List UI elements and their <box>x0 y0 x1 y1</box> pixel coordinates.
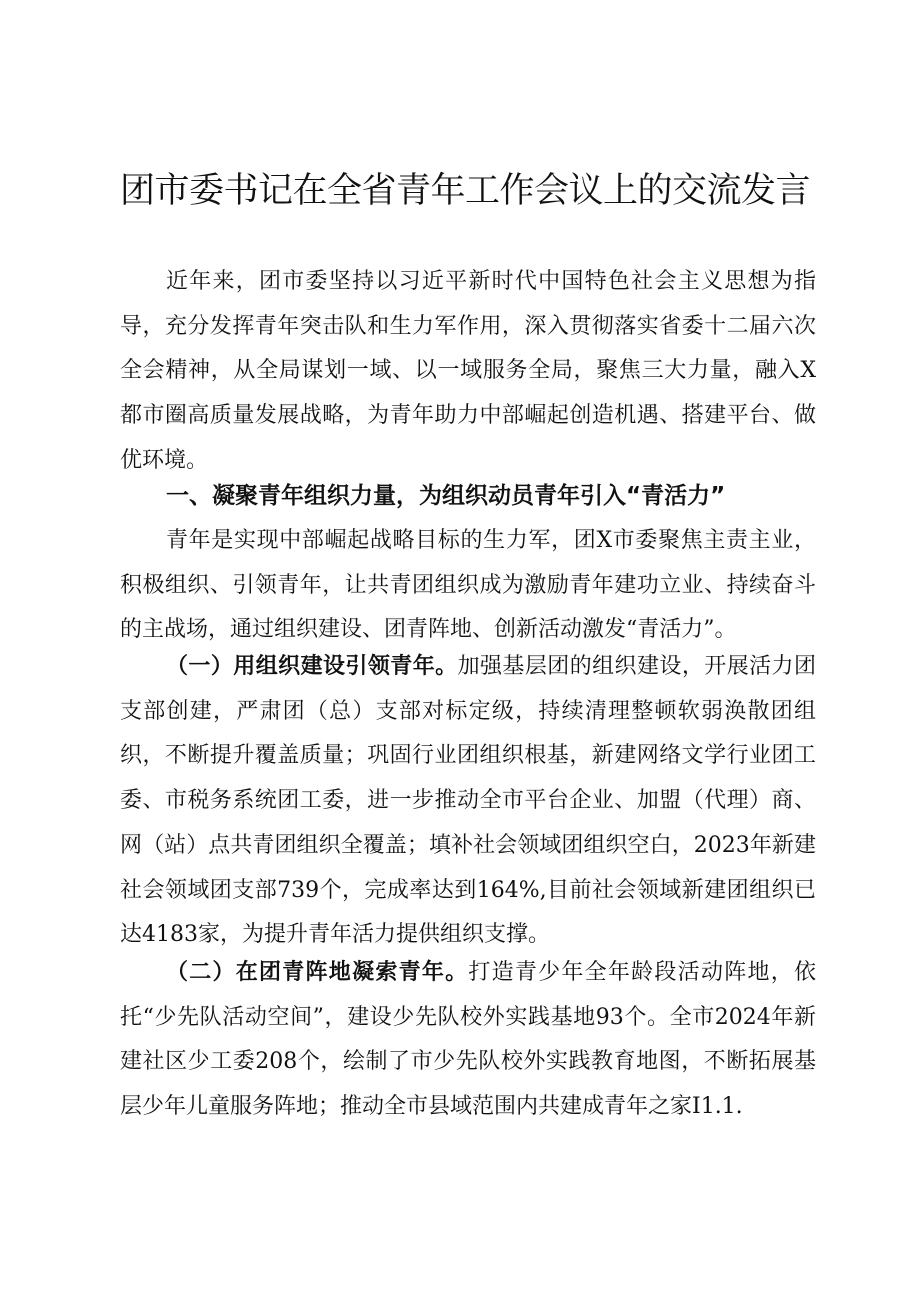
item2-lead: （二）在团青阵地凝索青年。 <box>166 960 469 985</box>
item1-paragraph <box>120 645 816 958</box>
item2-body: 打造青少年全年龄段活动阵地，依托“少先队活动空间”，建设少先队校外实践基地93个。全市2024年新建社区少工委208个，绘制了市少先队校外实践教育地图，不断拓展基层少年儿童服务阵地；推动全市县域范围内共建成青年之家I1.1. <box>120 960 816 1120</box>
item2-paragraph <box>120 951 816 1130</box>
section-heading-1: 一、凝聚青年组织力量，为组织动员青年引入“青活力” <box>166 483 726 509</box>
item1-body: 加强基层团的组织建设，开展活力团支部创建，严肃团（总）支部对标定级，持续清理整顿软弱涣散团组织，不断提升覆盖质量；巩固行业团组织根基，新建网络文学行业团工委、市税务系统团工委，进一步推动全市平台企业、加盟（代理）商、网（站）点共青团组织全覆盖；填补社会领域团组织空白，2023年新建社会领域团支部739个，完成率达到164%,目前社会领域新建团组织已达4183家，为提升青年活力提供组织支撑。 <box>120 654 816 948</box>
intro-paragraph: 近年来，团市委坚持以习近平新时代中国特色社会主义思想为指导，充分发挥青年突击队和生力军作用，深入贯彻落实省委十二届六次全会精神，从全局谋划一域、以一域服务全局，聚焦三大力量，融入X都市圈高质量发展战略，为青年助力中部崛起创造机遇、搭建平台、做优环境。 <box>120 269 816 473</box>
item1-lead: （一）用组织建设引领青年。 <box>166 654 458 679</box>
section1-paragraph: 青年是实现中部崛起战略目标的生力军，团X市委聚焦主责主业，积极组织、引领青年，让共青团组织成为激励青年建功立业、持续奋斗的主战场，通过组织建设、团青阵地、创新活动激发“青活力”。 <box>120 528 816 643</box>
document-title: 团市委书记在全省青年工作会议上的交流发言 <box>120 171 811 211</box>
